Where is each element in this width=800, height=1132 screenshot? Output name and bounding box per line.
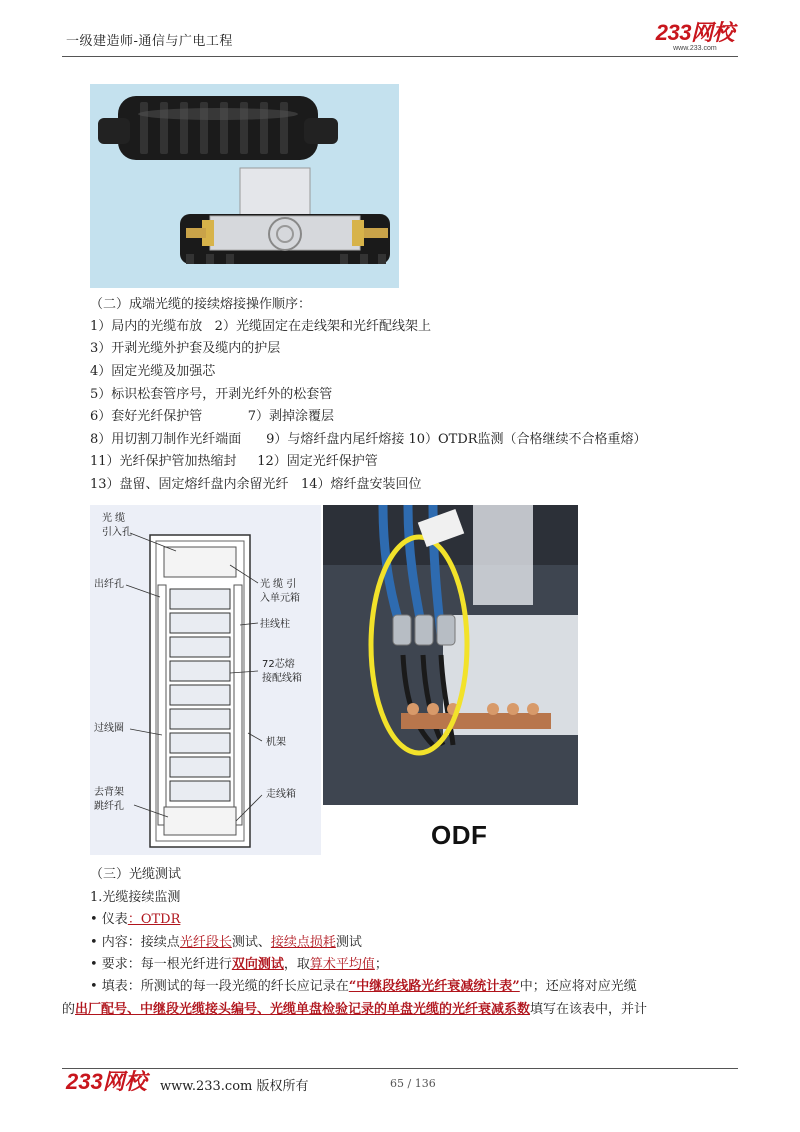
label-unit-box-2: 入单元箱	[260, 593, 300, 604]
label-splice-box-2: 接配线箱	[262, 673, 302, 684]
footer-copyright: www.233.com 版权所有	[160, 1079, 309, 1094]
instrument-line	[90, 909, 180, 931]
fill-table-line-2	[62, 999, 647, 1021]
header-divider	[62, 56, 738, 57]
step-line-7: 11）光纤保护管加热缩封 12）固定光纤保护管	[90, 454, 378, 469]
label-splice-box: 72芯熔	[262, 659, 295, 670]
content-line	[90, 932, 362, 954]
step-line-4: 5）标识松套管序号，开剥光纤外的松套管	[90, 387, 333, 402]
label-unit-box: 光 缆 引	[260, 579, 297, 590]
label-ring: 过线圈	[94, 723, 124, 734]
content-highlight-1: 光纤段长	[179, 935, 232, 950]
req-prefix: • 要求：每一根光纤进行	[90, 957, 232, 972]
content-prefix: • 内容：接续点	[90, 935, 180, 950]
page-number: 65 / 136	[390, 1077, 436, 1090]
label-fiber-out: 出纤孔	[94, 579, 124, 590]
brand-logo-text: 233网校	[655, 20, 734, 45]
fill2-highlight: 出厂配号、中继段光缆接头编号、光缆单盘检验记录的单盘光缆的光纤衰减系数	[75, 1002, 531, 1017]
req-mid: ，取	[283, 957, 310, 972]
fill-table-line	[90, 976, 637, 998]
label-jump: 去背架	[94, 787, 124, 798]
instrument-prefix: • 仪表	[90, 912, 128, 927]
label-cable-in-2: 引入孔	[102, 527, 132, 538]
step-line-1: 1）局内的光缆布放 2）光缆固定在走线架和光纤配线架上	[90, 319, 431, 334]
odf-caption: ODF	[431, 820, 488, 850]
odf-grounding-photo	[323, 505, 578, 805]
section3-item-1: 1.光缆接续监测	[90, 890, 181, 905]
section3-heading: （三）光缆测试	[90, 867, 182, 882]
fill-highlight: “中继段线路光纤衰减统计表”	[348, 979, 520, 994]
label-frame: 机架	[266, 737, 286, 748]
content-highlight-2: 接续点损耗	[270, 935, 336, 950]
label-jump-2: 跳纤孔	[94, 801, 124, 812]
label-hang-post: 挂线柱	[260, 619, 290, 630]
brand-logo-url: www.233.com	[673, 45, 717, 52]
step-line-2: 3）开剥光缆外护套及缆内的护层	[90, 341, 281, 356]
instrument-value: ：OTDR	[127, 912, 181, 927]
fill-prefix: • 填表：所测试的每一段光缆的纤长应记录在	[90, 979, 349, 994]
step-line-3: 4）固定光缆及加强芯	[90, 364, 216, 379]
fill-suffix: 中；还应将对应光缆	[519, 979, 637, 994]
document-header-title: 一级建造师-通信与广电工程	[66, 34, 233, 49]
step-line-5: 6）套好光纤保护管 7）剥掉涂覆层	[90, 409, 334, 424]
footer-logo: 233网校	[66, 1069, 147, 1094]
fill2-suffix: 填写在该表中，并计	[530, 1002, 648, 1017]
content-suffix: 测试	[335, 935, 362, 950]
content-mid: 测试、	[231, 935, 271, 950]
req-suffix: ；	[374, 957, 388, 972]
label-cable-in: 光 缆	[102, 513, 126, 524]
splice-closure-photo	[90, 84, 399, 288]
step-line-8: 13）盘留、固定熔纤盘内余留光纤 14）熔纤盘安装回位	[90, 477, 422, 492]
footer-divider	[62, 1068, 738, 1069]
odf-frame-diagram	[90, 505, 321, 855]
step-line-6: 8）用切割刀制作光纤端面 9）与熔纤盘内尾纤熔接 10）OTDR监测（合格继续不合格重熔）	[90, 432, 647, 447]
req-highlight-2: 算术平均值	[309, 957, 375, 972]
requirement-line	[90, 954, 388, 976]
label-cable-box: 走线箱	[266, 789, 296, 800]
brand-logo	[656, 22, 734, 52]
fill2-prefix: 的	[62, 1002, 76, 1017]
section2-heading: （二）成端光缆的接续熔接操作顺序：	[90, 297, 312, 312]
req-highlight-1: 双向测试	[231, 957, 284, 972]
